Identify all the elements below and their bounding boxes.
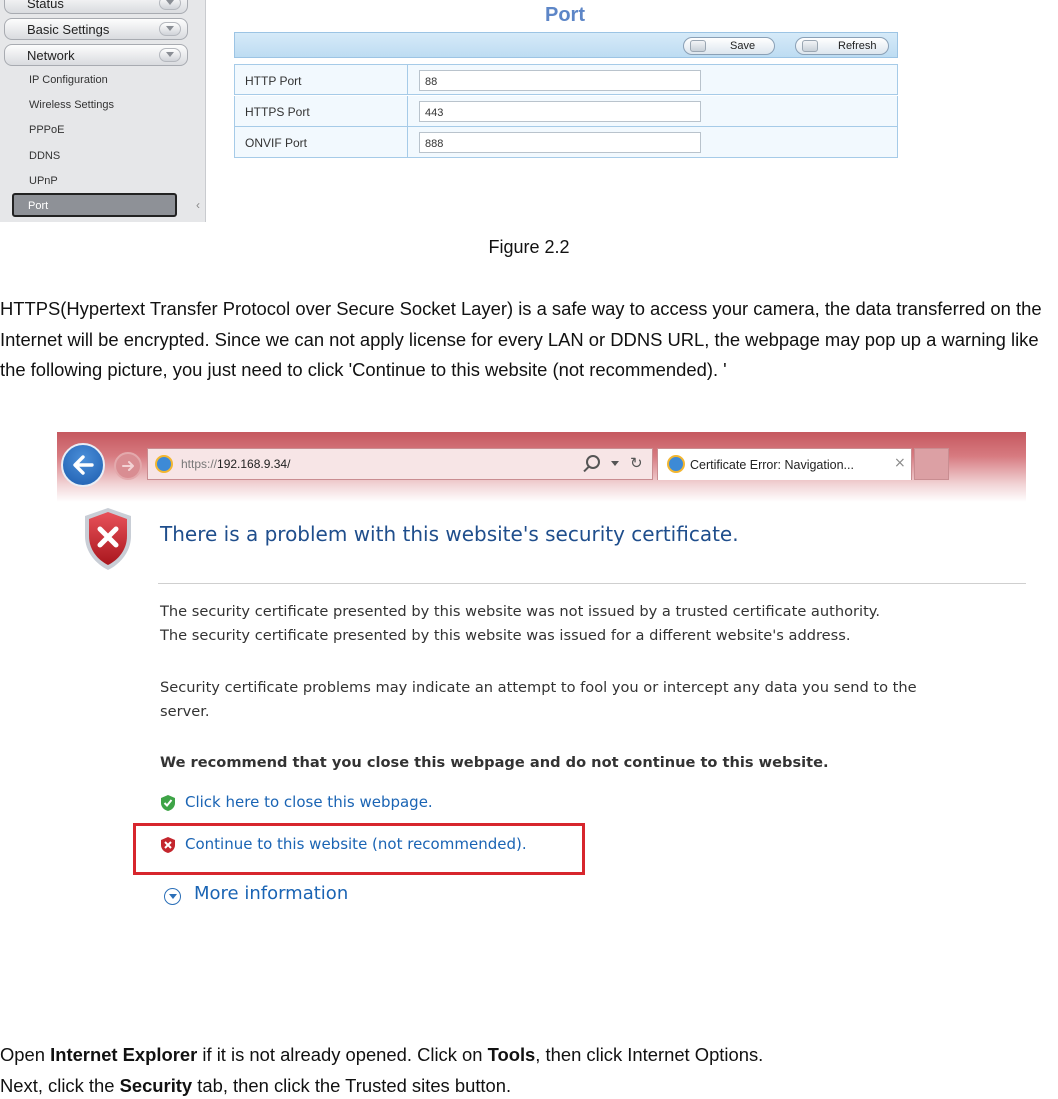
error-detail-line: The security certificate presented by this website was issued for a different website's address. — [160, 627, 851, 644]
refresh-button[interactable] — [795, 37, 889, 55]
save-button-label: Save — [730, 40, 756, 52]
menu-status[interactable] — [4, 0, 188, 14]
https-explanation-paragraph: HTTPS(Hypertext Transfer Protocol over Secure Socket Layer) is a safe way to access your camera, the data transferred on the Internet will be encrypted. Since we can not apply license for every LAN or DDNS URL, the webpage may pop up a warning like the following picture, you just need to click 'Continue to this website (not recommended). ' — [0, 298, 1042, 380]
close-icon[interactable]: × — [894, 455, 906, 471]
sidebar-item-wireless-settings[interactable]: Wireless Settings — [29, 99, 114, 111]
https-port-field[interactable]: 443 — [419, 101, 701, 122]
tab-title: Certificate Error: Navigation... — [690, 458, 854, 472]
menu-network-label: Network — [27, 48, 75, 63]
instruction-text: tab, then click the Trusted sites button. — [192, 1075, 512, 1096]
instruction-bold: Tools — [487, 1044, 536, 1065]
instruction-text: if it is not already opened. Click on — [197, 1044, 488, 1065]
port-row — [234, 64, 898, 95]
instruction-bold: Internet Explorer — [50, 1044, 198, 1065]
instruction-text: Open — [0, 1044, 51, 1065]
back-button[interactable] — [61, 443, 105, 487]
browser-tab[interactable] — [657, 448, 912, 480]
error-detail-line: server. — [160, 703, 210, 720]
instruction-text: Next, click the — [0, 1075, 120, 1096]
panel-title: Port — [545, 4, 585, 26]
sidebar-item-port[interactable]: Port — [12, 193, 177, 217]
port-row — [234, 96, 898, 127]
onvif-port-field[interactable]: 888 — [419, 132, 701, 153]
port-label: HTTPS Port — [245, 105, 310, 119]
instruction-text: , then click Internet Options. — [535, 1044, 764, 1065]
refresh-button-label: Refresh — [838, 40, 877, 52]
menu-network[interactable] — [4, 44, 188, 66]
back-arrow-icon — [72, 455, 94, 475]
sidebar-item-upnp[interactable]: UPnP — [29, 175, 58, 187]
instruction-line-1 — [0, 1044, 763, 1066]
figure-caption: Figure 2.2 — [488, 237, 570, 257]
menu-status-label: Status — [27, 0, 64, 11]
sidebar-item-ip-configuration[interactable]: IP Configuration — [29, 74, 108, 86]
http-port-field[interactable]: 88 — [419, 70, 701, 91]
port-row — [234, 127, 898, 158]
error-detail-line: Security certificate problems may indicate an attempt to fool you or intercept any data you send to the — [160, 679, 917, 696]
menu-basic-settings[interactable] — [4, 18, 188, 40]
divider — [407, 65, 408, 95]
divider — [158, 583, 1026, 584]
search-icon[interactable] — [586, 455, 600, 469]
error-detail-line: The security certificate presented by this website was not issued by a trusted certificate authority. — [160, 603, 880, 620]
green-shield-icon — [160, 794, 176, 812]
save-button[interactable] — [683, 37, 775, 55]
highlight-box — [133, 823, 585, 875]
internet-explorer-icon — [667, 455, 685, 473]
settings-sidebar — [0, 0, 206, 222]
new-tab-button[interactable] — [914, 448, 949, 480]
expand-circle-icon — [164, 888, 181, 905]
browser-toolbar — [57, 432, 1026, 502]
chevron-down-icon — [159, 0, 181, 10]
refresh-icon[interactable]: ↻ — [630, 454, 643, 472]
more-information-label[interactable]: More information — [194, 883, 349, 904]
forward-button[interactable] — [114, 452, 142, 480]
certificate-error-screenshot — [57, 432, 1026, 1028]
menu-basic-settings-label: Basic Settings — [27, 22, 110, 37]
chevron-down-icon — [159, 22, 181, 36]
address-bar[interactable] — [147, 448, 653, 480]
error-title: There is a problem with this website's security certificate. — [160, 522, 739, 546]
port-label: HTTP Port — [245, 74, 302, 88]
instruction-line-2 — [0, 1075, 511, 1097]
refresh-icon — [802, 40, 818, 52]
divider — [407, 96, 408, 126]
error-shield-icon — [79, 502, 137, 574]
sidebar-item-ddns[interactable]: DDNS — [29, 150, 61, 162]
url-host: 192.168.9.34/ — [217, 457, 291, 471]
save-icon — [690, 40, 706, 52]
chevron-down-icon — [159, 48, 181, 62]
address-url — [181, 457, 290, 471]
port-label: ONVIF Port — [245, 136, 308, 150]
internet-explorer-icon — [155, 455, 173, 473]
close-webpage-link-label[interactable]: Click here to close this webpage. — [185, 793, 433, 811]
collapse-sidebar-icon[interactable]: ‹ — [196, 198, 200, 212]
forward-arrow-icon — [121, 459, 135, 473]
recommendation-text: We recommend that you close this webpage and do not continue to this website. — [160, 754, 829, 771]
chevron-down-icon[interactable] — [611, 461, 619, 466]
sidebar-item-pppoe[interactable]: PPPoE — [29, 124, 65, 136]
port-toolbar — [234, 32, 898, 58]
continue-website-link-label[interactable]: Continue to this website (not recommended). — [185, 835, 527, 853]
instruction-bold: Security — [119, 1075, 193, 1096]
port-settings-screenshot — [0, 0, 911, 222]
url-scheme: https:// — [181, 457, 218, 471]
divider — [407, 127, 408, 157]
